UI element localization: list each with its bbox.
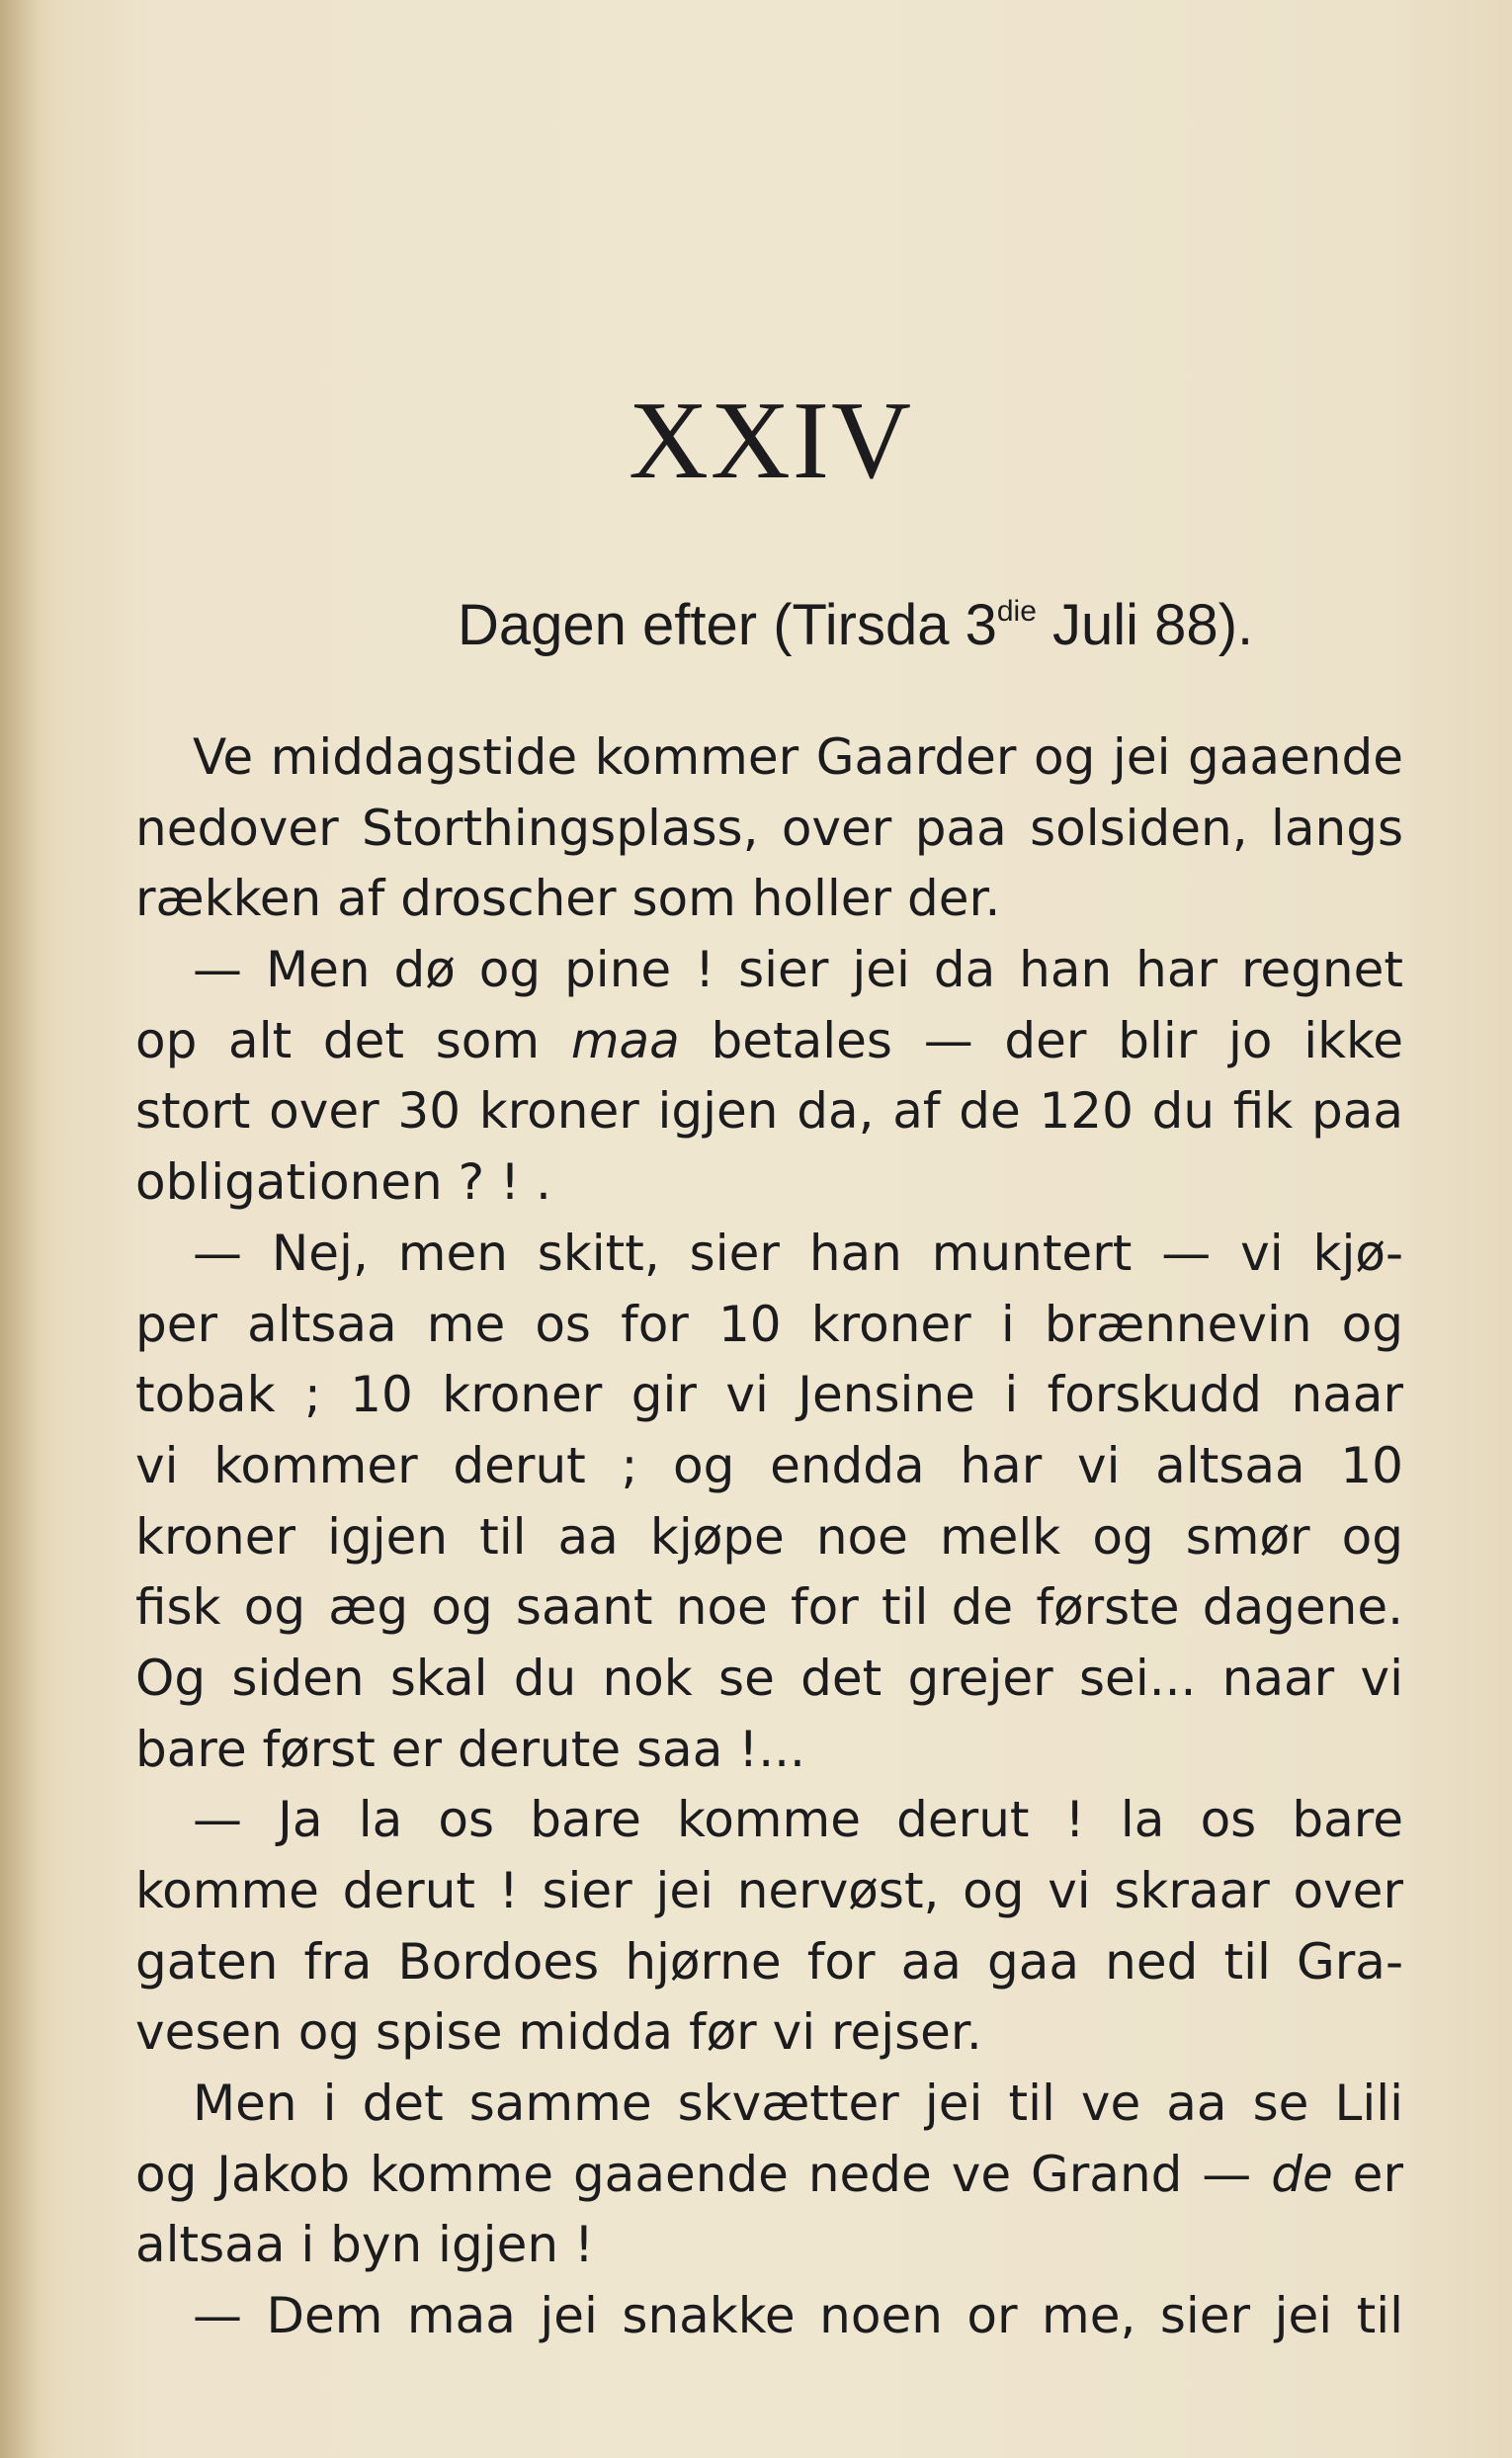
- text-line-23: — Dem maa jei snakke noen or me, sier jei til: [193, 2287, 1403, 2345]
- text-line-3: rækken af droscher som holler der.: [135, 870, 1001, 928]
- text-line-9: per altsaa me os for 10 kroner i brænnevin og: [135, 1295, 1403, 1353]
- text-line-21-before: og Jakob komme gaaende nede ve Grand —: [135, 2145, 1272, 2203]
- dateline-prefix: Dagen efter (Tirsda 3: [458, 593, 997, 657]
- page-gutter-shadow: [0, 0, 40, 2458]
- dateline-suffix: Juli 88).: [1036, 593, 1254, 657]
- text-line-8: — Nej, men skitt, sier han muntert — vi kjø-: [193, 1224, 1403, 1282]
- text-line-6: stort over 30 kroner igjen da, af de 120 du fik paa: [135, 1082, 1403, 1141]
- dateline-superscript: die: [996, 595, 1037, 628]
- text-line-4: — Men dø og pine ! sier jei da han har regnet: [193, 941, 1403, 999]
- body-text: [135, 722, 1403, 2352]
- text-line-21-after: er: [1332, 2145, 1403, 2203]
- text-line-14: Og siden skal du nok se det grejer sei... naar vi: [135, 1649, 1403, 1707]
- text-line-7: obligationen ? ! .: [135, 1153, 551, 1212]
- text-line-10: tobak ; 10 kroner gir vi Jensine i forskudd naar: [135, 1366, 1403, 1424]
- text-line-20: Men i det samme skvætter jei til ve aa se Lili: [193, 2075, 1403, 2133]
- text-line-5-before: op alt det som: [135, 1011, 571, 1069]
- text-line-1: Ve middagstide kommer Gaarder og jei gaaende: [193, 728, 1403, 786]
- text-line-11: vi kommer derut ; og endda har vi altsaa 10: [135, 1436, 1403, 1494]
- text-line-15: bare først er derute saa !...: [135, 1720, 805, 1778]
- text-line-21: [135, 2140, 1403, 2211]
- italic-word-maa: maa: [570, 1011, 680, 1069]
- text-line-5-after: betales — der blir jo ikke: [679, 1011, 1403, 1069]
- text-line-22: altsaa i byn igjen !: [135, 2216, 594, 2274]
- dateline: [458, 593, 1254, 657]
- text-line-17: komme derut ! sier jei nervøst, og vi skraar over: [135, 1862, 1403, 1919]
- italic-word-de: de: [1271, 2145, 1333, 2203]
- text-line-18: gaten fra Bordoes hjørne for aa gaa ned til Gra-: [135, 1932, 1403, 1991]
- text-line-16: — Ja la os bare komme derut ! la os bare: [193, 1791, 1403, 1849]
- text-line-2: nedover Storthingsplass, over paa solsiden, langs: [135, 799, 1403, 857]
- text-line-12: kroner igjen til aa kjøpe noe melk og smør og: [135, 1507, 1403, 1566]
- text-line-13: fisk og æg og saant noe for til de første dagene.: [135, 1578, 1403, 1637]
- text-line-5: [135, 1006, 1403, 1077]
- text-line-19: vesen og spise midda før vi rejser.: [135, 2003, 982, 2062]
- chapter-heading: XXIV: [629, 380, 913, 502]
